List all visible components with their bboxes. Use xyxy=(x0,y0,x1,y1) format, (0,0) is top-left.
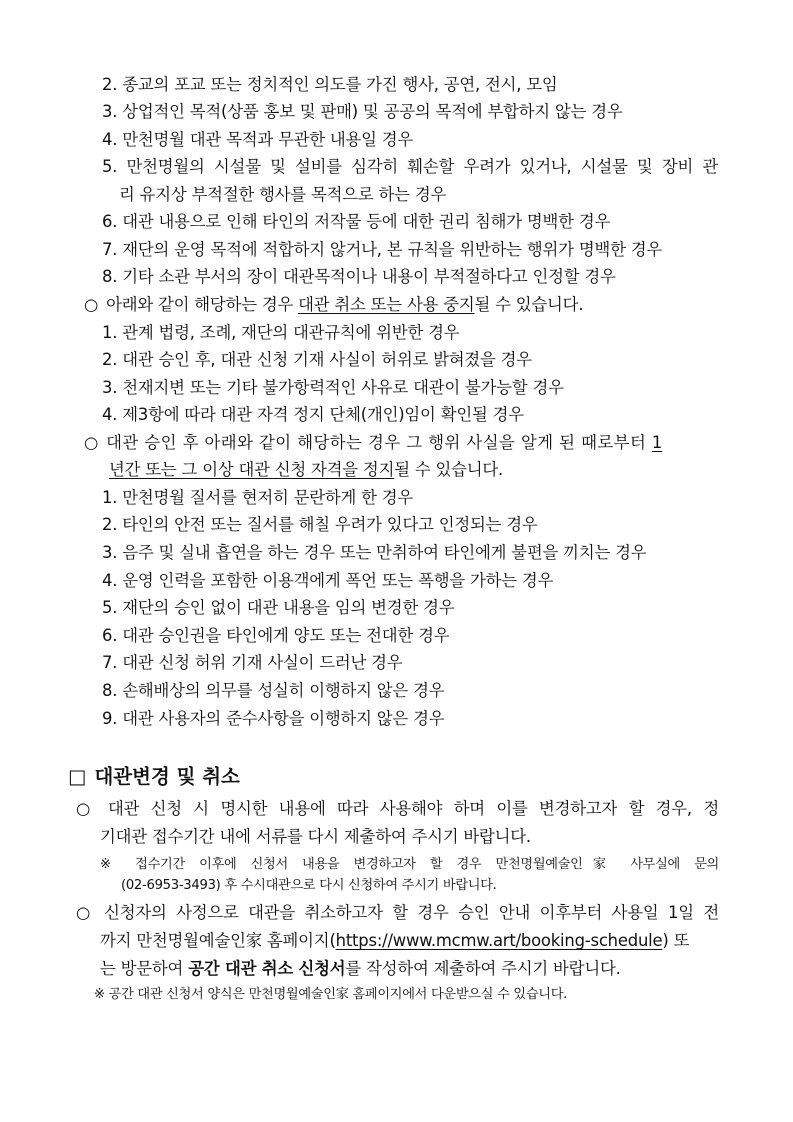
circle-bullet: ○ xyxy=(76,903,95,922)
underlined-text: 년간 또는 그 이상 대관 신청 자격을 정지 xyxy=(109,460,395,479)
list-item: 4. 만천명월 대관 목적과 무관한 내용일 경우 xyxy=(102,130,414,149)
list-item: 6. 대관 승인권을 타인에게 양도 또는 전대한 경우 xyxy=(102,626,450,645)
list-item: 1. 관계 법령, 조례, 재단의 대관규칙에 위반한 경우 xyxy=(102,323,460,342)
list-item: 3. 천재지변 또는 기타 불가항력적인 사유로 대관이 불가능할 경우 xyxy=(102,378,564,397)
underlined-text: 1 xyxy=(651,433,663,452)
section-heading xyxy=(68,764,240,790)
list-item: 7. 대관 신청 허위 기재 사실이 드러난 경우 xyxy=(102,653,403,672)
paragraph-continuation xyxy=(100,931,719,951)
list-item: 2. 대관 승인 후, 대관 신청 기재 사실이 허위로 밝혀졌을 경우 xyxy=(102,350,532,369)
checkbox-square-icon: □ xyxy=(68,765,87,788)
text: 대관 신청 시 명시한 내용에 따라 사용해야 하며 이를 변경하고자 할 경우, 정 xyxy=(107,799,719,818)
list-item: 4. 제3항에 따라 대관 자격 정지 단체(개인)임이 확인될 경우 xyxy=(102,405,524,424)
section-title: 대관변경 및 취소 xyxy=(94,765,240,788)
bullet-paragraph-continuation xyxy=(109,460,503,480)
text: ) 또 xyxy=(662,931,690,950)
list-item: 7. 재단의 운영 목적에 적합하지 않거나, 본 규칙을 위반하는 행위가 명백한 경우 xyxy=(102,240,662,259)
text: 될 수 있습니다. xyxy=(474,295,584,314)
text: 대관 승인 후 아래와 같이 해당하는 경우 그 행위 사실을 알게 된 때로부터 xyxy=(106,433,652,452)
paragraph-continuation xyxy=(100,959,621,979)
list-item: 5. 재단의 승인 없이 대관 내용을 임의 변경한 경우 xyxy=(102,598,455,617)
circle-bullet: ○ xyxy=(84,433,99,452)
text: 아래와 같이 해당하는 경우 xyxy=(106,295,299,314)
note-text: ※ 공간 대관 신청서 양식은 만천명월예술인家 홈페이지에서 다운받으실 수 있습니다. xyxy=(94,987,568,1002)
list-item: 3. 음주 및 실내 흡연을 하는 경우 또는 만취하여 타인에게 불편을 끼치는 경우 xyxy=(102,543,647,562)
text: 는 방문하여 xyxy=(100,959,189,978)
text: 를 작성하여 제출하여 주시기 바랍니다. xyxy=(345,959,621,978)
paragraph-continuation: 기대관 접수기간 내에 서류를 다시 제출하여 주시기 바랍니다. xyxy=(100,827,531,846)
list-item: 6. 대관 내용으로 인해 타인의 저작물 등에 대한 권리 침해가 명백한 경우 xyxy=(102,212,611,231)
bullet-paragraph-cancel xyxy=(84,295,583,315)
booking-schedule-link[interactable]: https://www.mcmw.art/booking-schedule xyxy=(335,931,663,950)
list-item: 2. 타인의 안전 또는 질서를 해칠 우려가 있다고 인정되는 경우 xyxy=(102,515,538,534)
note-text: ※ 접수기간 이후에 신청서 내용을 변경하고자 할 경우 만천명월예술인家 사무실에 문의 xyxy=(100,857,719,872)
paragraph-cancel xyxy=(76,903,719,923)
list-item: 8. 손해배상의 의무를 성실히 이행하지 않은 경우 xyxy=(102,681,445,700)
list-item: 1. 만천명월 질서를 현저히 문란하게 한 경우 xyxy=(102,488,414,507)
note-text-continuation: (02-6953-3493) 후 수시대관으로 다시 신청하여 주시기 바랍니다. xyxy=(121,878,497,893)
list-item: 5. 만천명월의 시설물 및 설비를 심각히 훼손할 우려가 있거나, 시설물 및 장비 관 xyxy=(102,157,718,176)
bullet-paragraph-suspend xyxy=(84,433,720,453)
text: 될 수 있습니다. xyxy=(394,460,504,479)
circle-bullet: ○ xyxy=(76,799,97,818)
list-item: 4. 운영 인력을 포함한 이용객에게 폭언 또는 폭행을 가하는 경우 xyxy=(102,571,554,590)
text: 신청자의 사정으로 대관을 취소하고자 할 경우 승인 안내 이후부터 사용일 1일 전 xyxy=(104,903,720,922)
list-item: 2. 종교의 포교 또는 정치적인 의도를 가진 행사, 공연, 전시, 모임 xyxy=(102,75,558,94)
list-item: 8. 기타 소관 부서의 장이 대관목적이나 내용이 부적절하다고 인정할 경우 xyxy=(102,267,616,286)
circle-bullet: ○ xyxy=(84,295,99,314)
bold-form-name: 공간 대관 취소 신청서 xyxy=(188,959,346,978)
paragraph-change xyxy=(76,799,719,819)
list-item-continuation: 리 유지상 부적절한 행사를 목적으로 하는 경우 xyxy=(119,185,447,204)
text: 까지 만천명월예술인家 홈페이지( xyxy=(100,931,336,950)
list-item: 9. 대관 사용자의 준수사항을 이행하지 않은 경우 xyxy=(102,709,445,728)
list-item: 3. 상업적인 목적(상품 홍보 및 판매) 및 공공의 목적에 부합하지 않는 경우 xyxy=(102,102,623,121)
underlined-text: 대관 취소 또는 사용 중지 xyxy=(298,295,475,314)
